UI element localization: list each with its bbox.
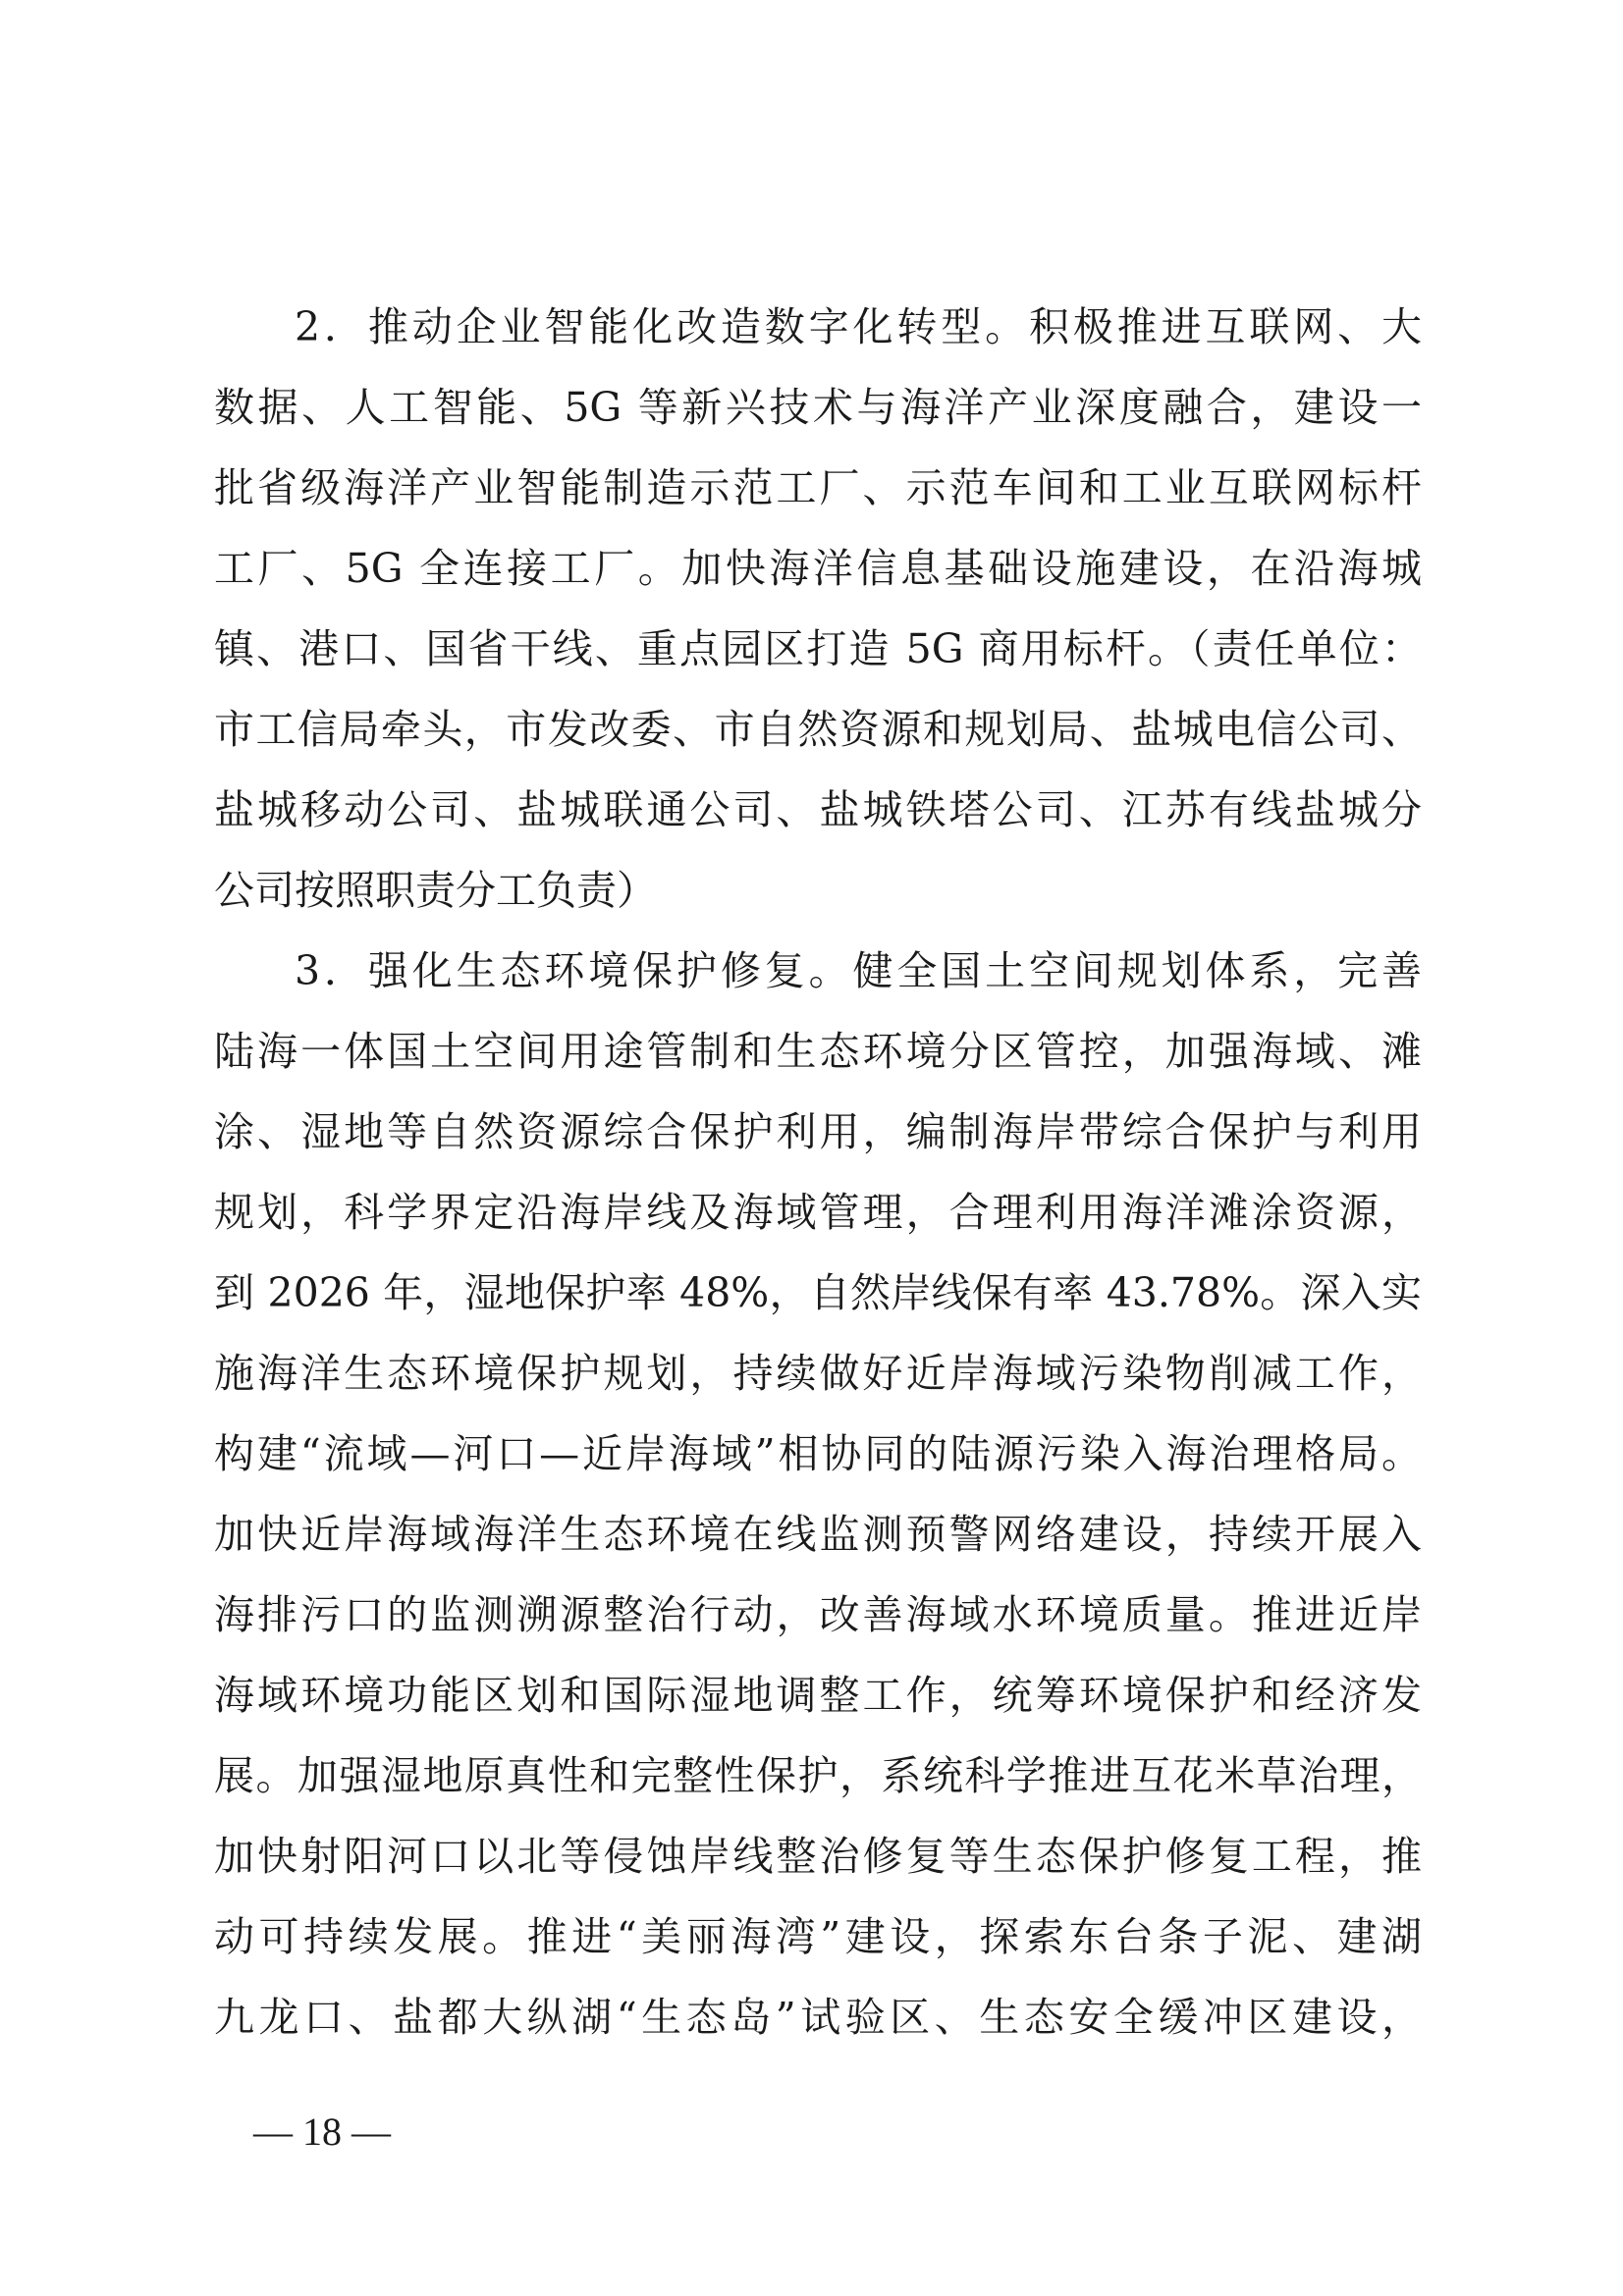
paragraph-2-line-5: 到 2026 年，湿地保护率 48%，自然岸线保有率 43.78%。深入实 [214, 1269, 1422, 1316]
paragraph-1-line-5: 镇、港口、国省干线、重点园区打造 5G 商用标杆。（责任单位： [214, 625, 1422, 672]
paragraph-2-line-3: 涂、湿地等自然资源综合保护利用，编制海岸带综合保护与利用 [214, 1108, 1422, 1155]
paragraph-1-line-4: 工厂、5G 全连接工厂。加快海洋信息基础设施建设，在沿海城 [214, 545, 1422, 592]
paragraph-1-line-1: 2．推动企业智能化改造数字化转型。积极推进互联网、大 [295, 303, 1422, 350]
paragraph-2-line-1: 3．强化生态环境保护修复。健全国土空间规划体系，完善 [295, 947, 1422, 994]
paragraph-2-line-8: 加快近岸海域海洋生态环境在线监测预警网络建设，持续开展入 [214, 1511, 1422, 1558]
paragraph-1-line-6: 市工信局牵头，市发改委、市自然资源和规划局、盐城电信公司、 [214, 706, 1422, 753]
paragraph-2-line-14: 九龙口、盐都大纵湖“生态岛”试验区、生态安全缓冲区建设， [214, 1994, 1422, 2041]
page-number: — 18 — [253, 2109, 391, 2154]
paragraph-2-line-6: 施海洋生态环境保护规划，持续做好近岸海域污染物削减工作， [214, 1350, 1422, 1397]
body-text [214, 287, 1422, 2057]
paragraph-1-line-7: 盐城移动公司、盐城联通公司、盐城铁塔公司、江苏有线盐城分 [214, 786, 1422, 833]
paragraph-2-line-7: 构建“流域—河口—近岸海域”相协同的陆源污染入海治理格局。 [214, 1430, 1422, 1477]
paragraph-2-line-13: 动可持续发展。推进“美丽海湾”建设，探索东台条子泥、建湖 [214, 1913, 1422, 1960]
paragraph-2-line-11: 展。加强湿地原真性和完整性保护，系统科学推进互花米草治理， [214, 1752, 1422, 1799]
paragraph-1-line-2: 数据、人工智能、5G 等新兴技术与海洋产业深度融合，建设一 [214, 384, 1422, 431]
paragraph-2-line-10: 海域环境功能区划和国际湿地调整工作，统筹环境保护和经济发 [214, 1672, 1422, 1719]
paragraph-1-line-3: 批省级海洋产业智能制造示范工厂、示范车间和工业互联网标杆 [214, 464, 1422, 511]
paragraph-2-line-2: 陆海一体国土空间用途管制和生态环境分区管控，加强海域、滩 [214, 1028, 1422, 1075]
paragraph-1-line-8: 公司按照职责分工负责） [214, 867, 657, 914]
paragraph-2-line-4: 规划，科学界定沿海岸线及海域管理，合理利用海洋滩涂资源， [214, 1189, 1422, 1236]
paragraph-2-line-12: 加快射阳河口以北等侵蚀岸线整治修复等生态保护修复工程，推 [214, 1833, 1422, 1880]
paragraph-2-line-9: 海排污口的监测溯源整治行动，改善海域水环境质量。推进近岸 [214, 1591, 1422, 1638]
